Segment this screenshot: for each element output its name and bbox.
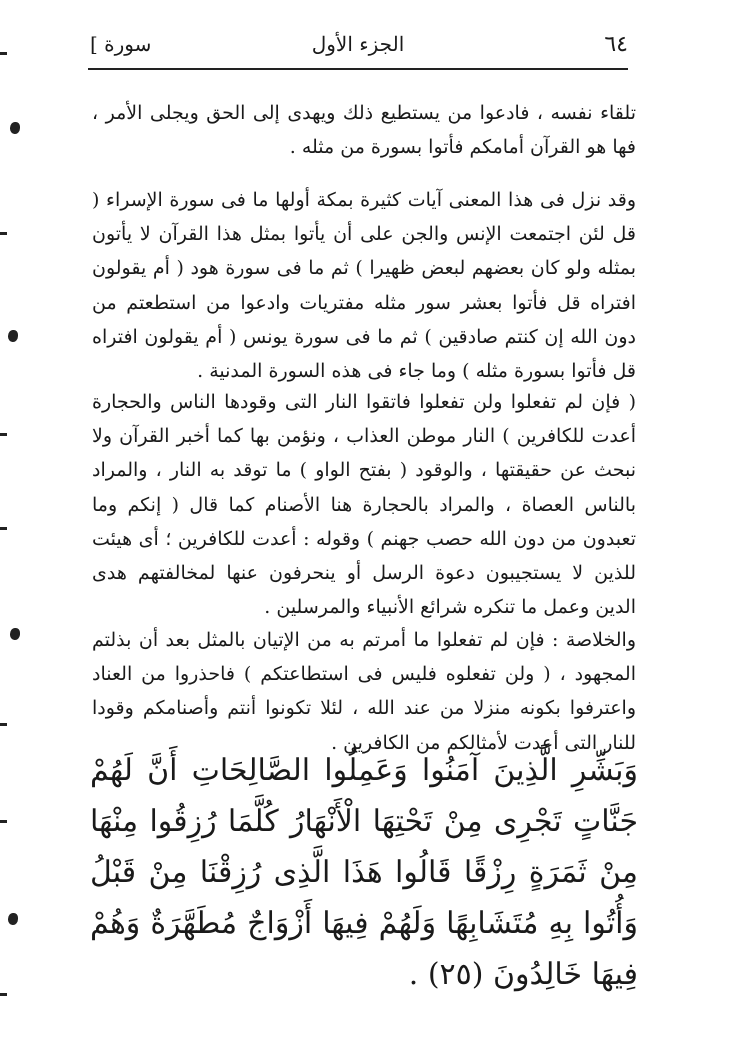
scan-mark <box>0 723 7 726</box>
verse-text: وَبَشِّرِ الَّذِينَ آمَنُوا وَعَمِلُوا الصَّالِحَاتِ أَنَّ لَهُمْ جَنَّاتٍ تَجْرِى مِنْ تَحْتِهَا الْأَنْهَارُ كُلَّمَا رُزِقُوا مِنْهَا مِنْ ثَمَرَةٍ رِزْقًا قَالُوا هَذَا الَّذِى رُزِقْنَا مِنْ قَبْلُ وَأُتُوا بِهِ مُتَشَابِهًا وَلَهُمْ فِيهَا أَزْوَاجٌ مُطَهَّرَةٌ وَهُمْ فِيهَا خَالِدُونَ (٢٥) . <box>90 753 638 992</box>
paragraph-3 <box>92 385 636 624</box>
scan-mark <box>0 527 7 530</box>
quran-verse <box>90 745 638 1000</box>
scan-mark <box>8 913 18 925</box>
page-header <box>88 30 628 66</box>
scan-mark <box>10 628 20 640</box>
paragraph-4 <box>92 623 636 760</box>
paragraph-1 <box>92 96 636 164</box>
paragraph-text: وقد نزل فى هذا المعنى آيات كثيرة بمكة أولها ما فى سورة الإسراء ( قل لئن اجتمعت الإنس والجن على أن يأتوا بمثل هذا القرآن لا يأتون بمثله ولو كان بعضهم لبعض ظهيرا ) ثم ما فى سورة هود ( أم يقولون افتراه قل فأتوا بعشر سور مثله مفتريات وادعوا من استطعتم من دون الله إن كنتم صادقين ) ثم ما فى سورة يونس ( أم يقولون افتراه قل فأتوا بسورة مثله ) وما جاء فى هذه السورة المدنية . <box>92 189 636 383</box>
paragraph-text: ( فإن لم تفعلوا ولن تفعلوا فاتقوا النار التى وقودها الناس والحجارة أعدت للكافرين ) النار موطن العذاب ، ونؤمن بها كما أخبر القرآن ولا نبحث عن حقيقتها ، والوقود ( بفتح الواو ) ما توقد به النار ، والمراد بالناس العصاة ، والمراد بالحجارة هنا الأصنام كما قال ( إنكم وما تعبدون من دون الله حصب جهنم ) وقوله : أعدت للكافرين ؛ أى هيئت للذين لا يستجيبون دعوة الرسل أو ينحرفون عنها لمخالفتهم هدى الدين وعمل ما تنكره شرائع الأنبياء والمرسلين . <box>92 391 636 619</box>
scan-mark <box>0 820 7 823</box>
scan-mark <box>0 232 7 235</box>
surah-label: سورة ] <box>90 32 152 56</box>
paragraph-text: والخلاصة : فإن لم تفعلوا ما أمرتم به من الإتيان بالمثل بعد أن بذلتم المجهود ، ( ولن تفعلوه فليس فى استطاعتكم ) فاحذروا من العناد واعترفوا بكونه منزلا من عند الله ، لئلا تكونوا أنتم وأصنامكم وقودا للنار التى أعدت لأمثالكم من الكافرين . <box>92 629 636 754</box>
scan-mark <box>10 122 20 134</box>
paragraph-2 <box>92 183 636 388</box>
paragraph-text: تلقاء نفسه ، فادعوا من يستطيع ذلك ويهدى إلى الحق ويجلى الأمر ، فها هو القرآن أمامكم فأتوا بسورة من مثله . <box>92 102 636 159</box>
header-rule <box>88 68 628 70</box>
page-number: ٦٤ <box>604 32 628 57</box>
part-title: الجزء الأول <box>311 32 405 56</box>
scan-mark <box>0 433 7 436</box>
scan-mark <box>0 52 7 55</box>
scan-mark <box>8 330 18 342</box>
scan-mark <box>0 993 7 996</box>
